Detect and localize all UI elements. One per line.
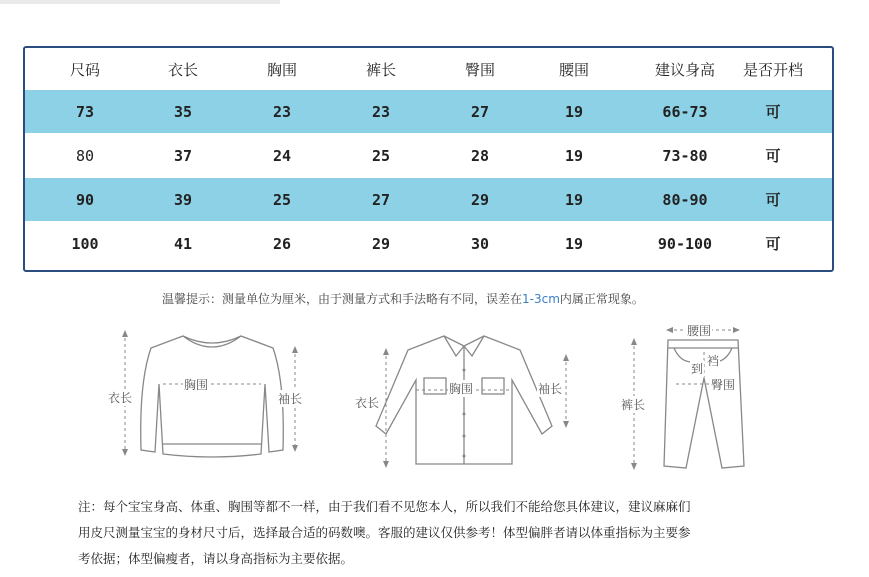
- cell-open-crotch: 可: [765, 147, 781, 165]
- cell-size: 73: [75, 102, 95, 121]
- cell-height: 90-100: [657, 234, 713, 253]
- cell-length: 41: [173, 234, 193, 253]
- table-row: [25, 178, 832, 221]
- pants-crotch-prefix: 到: [691, 362, 704, 376]
- pants-waist-label: 腰围: [687, 324, 712, 338]
- cell-open-crotch: 可: [765, 191, 781, 209]
- shirt-icon: [352, 330, 577, 475]
- cell-open-crotch: 可: [765, 103, 781, 121]
- table-row: [25, 90, 832, 133]
- tip-tolerance: 1-3cm: [522, 292, 560, 306]
- cell-height: 73-80: [662, 146, 708, 165]
- header-hip: 臀围: [464, 60, 496, 79]
- cell-length: 37: [173, 146, 193, 165]
- cell-length: 35: [173, 102, 193, 121]
- shirt-sleeve-label: 袖长: [538, 382, 563, 396]
- pants-hip-label: 臀围: [711, 378, 736, 392]
- cell-waist: 19: [564, 146, 584, 165]
- header-open-crotch: 是否开档: [742, 60, 804, 79]
- table-row: [25, 222, 832, 265]
- sweater-length-label: 衣长: [108, 391, 133, 405]
- table-row: [25, 134, 832, 177]
- tip-prefix: 温馨提示：测量单位为厘米，由于测量方式和手法略有不同，误差在: [162, 292, 523, 306]
- cell-pants-length: 29: [371, 234, 391, 253]
- header-pants-length: 裤长: [365, 60, 397, 79]
- size-chart-table: [23, 46, 834, 272]
- cell-height: 66-73: [662, 102, 708, 121]
- cell-waist: 19: [564, 190, 584, 209]
- note-line-3: 考依据；体型偏瘦者，请以身高指标为主要依据。: [78, 551, 354, 566]
- pants-length-label: 裤长: [621, 398, 646, 412]
- pants-diagram: [618, 318, 758, 476]
- cell-pants-length: 23: [371, 102, 391, 121]
- cell-hip: 29: [470, 190, 490, 209]
- size-advice-note: [78, 494, 798, 572]
- cell-waist: 19: [564, 234, 584, 253]
- top-decor-strip: [0, 0, 280, 4]
- sweater-diagram: [105, 322, 320, 472]
- cell-hip: 27: [470, 102, 490, 121]
- sweater-chest-label: 胸围: [184, 378, 209, 392]
- measurement-tip: [162, 290, 644, 307]
- header-chest: 胸围: [266, 60, 298, 79]
- sweater-sleeve-label: 袖长: [278, 392, 303, 406]
- cell-length: 39: [173, 190, 193, 209]
- shirt-chest-label: 胸围: [449, 382, 474, 396]
- cell-size: 100: [71, 234, 99, 253]
- note-line-1: 注：每个宝宝身高、体重、胸围等都不一样，由于我们看不见您本人，所以我们不能给您具体建议，建议麻麻们: [78, 499, 691, 514]
- cell-pants-length: 27: [371, 190, 391, 209]
- cell-chest: 23: [272, 102, 292, 121]
- cell-chest: 25: [272, 190, 292, 209]
- note-line-2: 用皮尺测量宝宝的身材尺寸后，选择最合适的码数噢。客服的建议仅供参考！体型偏胖者请以体重指标为主要参: [78, 525, 691, 540]
- cell-size: 80: [75, 146, 95, 165]
- table-header-row: [25, 48, 832, 90]
- shirt-diagram: [352, 330, 577, 475]
- cell-chest: 24: [272, 146, 292, 165]
- tip-suffix: 内属正常现象。: [559, 292, 644, 306]
- header-height: 建议身高: [654, 60, 716, 79]
- cell-hip: 30: [470, 234, 490, 253]
- cell-open-crotch: 可: [765, 235, 781, 253]
- cell-chest: 26: [272, 234, 292, 253]
- header-waist: 腰围: [558, 60, 590, 79]
- pants-crotch-label: 裆: [707, 354, 720, 368]
- cell-size: 90: [75, 190, 95, 209]
- cell-height: 80-90: [662, 190, 708, 209]
- header-size: 尺码: [69, 60, 101, 79]
- header-length: 衣长: [167, 60, 199, 79]
- cell-waist: 19: [564, 102, 584, 121]
- cell-pants-length: 25: [371, 146, 391, 165]
- shirt-length-label: 衣长: [355, 396, 380, 410]
- cell-hip: 28: [470, 146, 490, 165]
